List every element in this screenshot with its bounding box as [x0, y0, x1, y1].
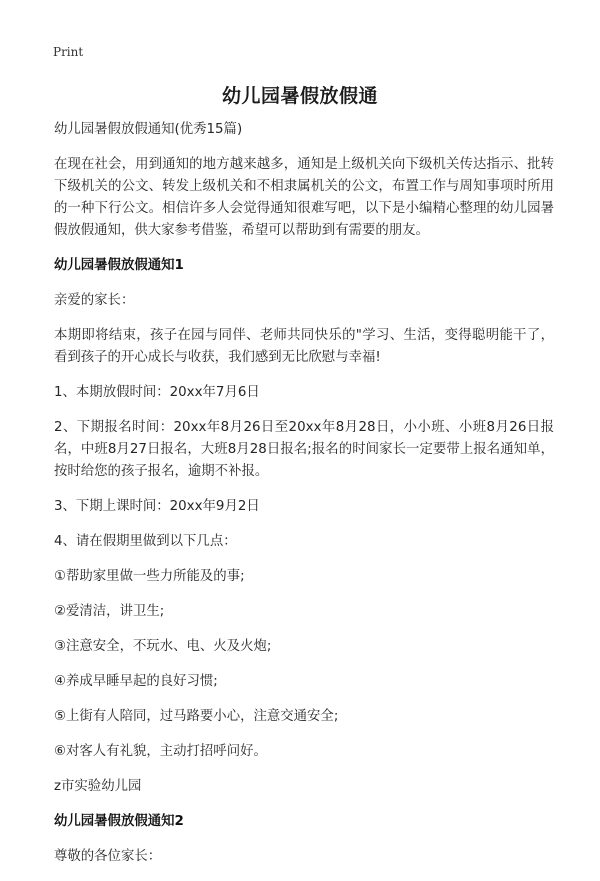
- subtitle: 幼儿园暑假放假通知(优秀15篇): [54, 122, 243, 137]
- list-item-class-start: 3、下期上课时间：20xx年9月2日: [54, 499, 260, 514]
- rule-item-5: ⑤上街有人陪同，过马路要小心，注意交通安全;: [54, 709, 339, 724]
- rule-item-2: ②爱清洁，讲卫生;: [54, 604, 165, 619]
- section-heading-2: 幼儿园暑假放假通知2: [54, 814, 184, 829]
- salutation: 亲爱的家长：: [54, 293, 135, 308]
- list-item-registration: 2、下期报名时间：20xx年8月26日至20xx年8月28日，小小班、小班8月26日报名，中班8月27日报名，大班8月28日报名;报名的时间家长一定要带上报名通知单，按时给您的孩子报名，逾期不补报。: [54, 420, 554, 479]
- salutation-2: 尊敬的各位家长：: [54, 849, 162, 864]
- rule-item-1: ①帮助家里做一些力所能及的事;: [54, 569, 245, 584]
- rule-item-4: ④养成早睡早起的良好习惯;: [54, 674, 218, 689]
- rule-item-6: ⑥对客人有礼貌，主动打招呼问好。: [54, 744, 267, 759]
- body-paragraph: 本期即将结束，孩子在园与同伴、老师共同快乐的"学习、生活，变得聪明能干了，看到孩子的开心成长与收获，我们感到无比欣慰与幸福!: [54, 328, 554, 365]
- intro-paragraph: 在现在社会，用到通知的地方越来越多，通知是上级机关向下级机关传达指示、批转下级机关的公文、转发上级机关和不相隶属机关的公文，布置工作与周知事项时所用的一种下行公文。相信许多人会觉得通知很难写吧，以下是小编精心整理的幼儿园暑假放假通知，供大家参考借鉴，希望可以帮助到有需要的朋友。: [54, 157, 554, 238]
- signature: z市实验幼儿园: [54, 779, 142, 794]
- page-title: 幼儿园暑假放假通: [221, 85, 378, 107]
- document-body: [54, 119, 554, 881]
- list-item-holiday-date: 1、本期放假时间：20xx年7月6日: [54, 385, 260, 400]
- rule-item-3: ③注意安全，不玩水、电、火及火炮;: [54, 639, 272, 654]
- print-label: Print: [53, 45, 84, 59]
- section-heading-1: 幼儿园暑假放假通知1: [54, 258, 184, 273]
- list-item-holiday-rules: 4、请在假期里做到以下几点：: [54, 534, 237, 549]
